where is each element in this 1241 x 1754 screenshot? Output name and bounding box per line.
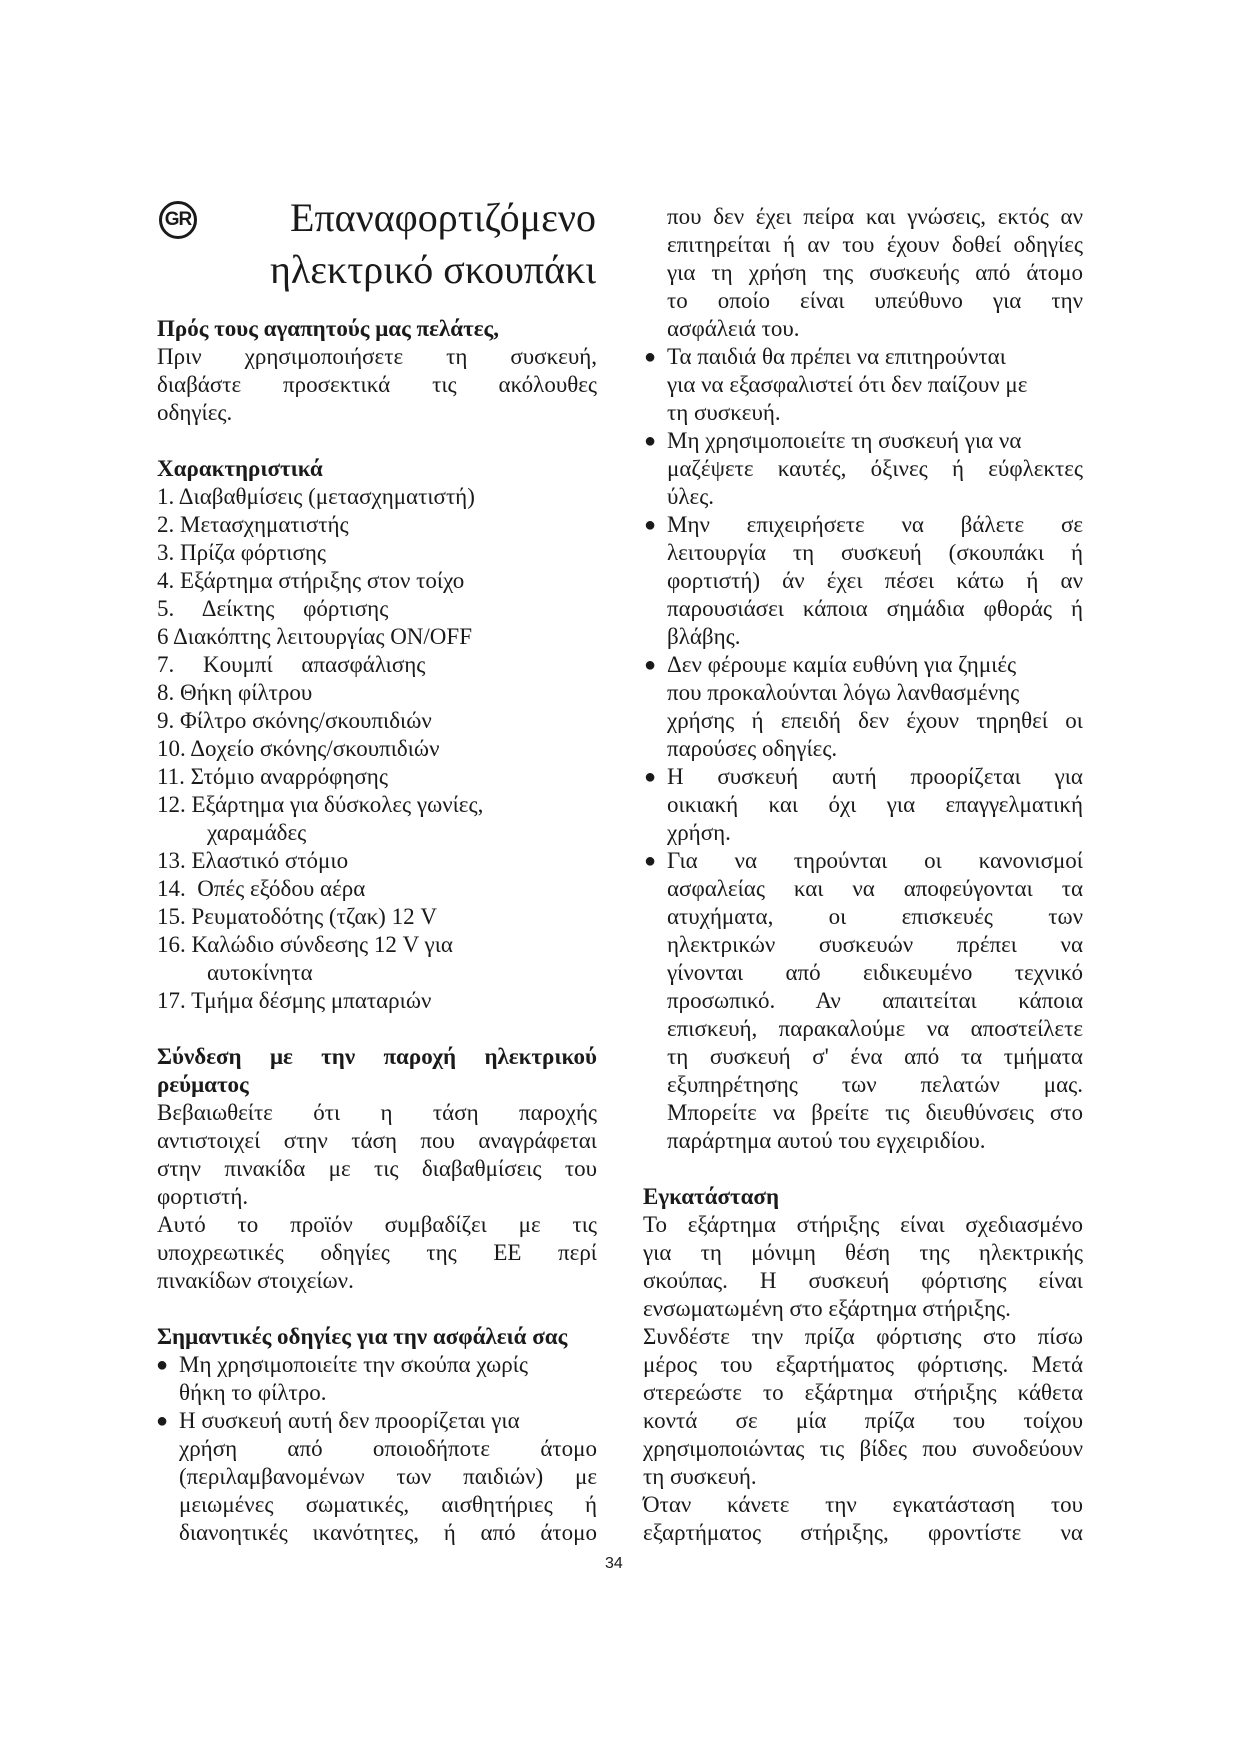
hot-bullet-line: μαζέψετε καυτές, όξινες ή εύφλεκτες (667, 456, 1083, 481)
connection-line: Αυτό το προϊόν συμβαδίζει με τις (157, 1212, 597, 1237)
feature-item: 3. Πρίζα φόρτισης (157, 540, 326, 565)
feature-item-continuation: αυτοκίνητα (207, 960, 313, 985)
safety-bullet-line: θήκη το φίλτρο. (179, 1380, 327, 1405)
install-line: χρησιμοποιώντας τις βίδες που συνοδεύουν (643, 1436, 1083, 1461)
connection-line: Βεβαιωθείτε ότι η τάση παροχής (157, 1100, 597, 1125)
damaged-bullet: ● Μην επιχειρήσετε να βάλετε σε (667, 511, 1083, 539)
install-line: στερεώστε το εξάρτημα στήριξης κάθετα (643, 1380, 1083, 1405)
continuation-line: το οποίο είναι υπεύθυνο για την (667, 288, 1083, 313)
install-line: Το εξάρτημα στήριξης είναι σχεδιασμένο (643, 1212, 1083, 1237)
damaged-bullet-line: παρουσιάσει κάποια σημάδια φθοράς ή (667, 596, 1083, 621)
repairs-bullet-line: προσωπικό. Αν απαιτείται κάποια (667, 988, 1083, 1013)
safety-bullet-line: διανοητικές ικανότητες, ή από άτομο (179, 1520, 597, 1545)
children-bullet-line: για να εξασφαλιστεί ότι δεν παίζουν με (667, 372, 1028, 397)
feature-item: 10. Δοχείο σκόνης/σκουπιδιών (157, 736, 440, 761)
connection-line: φορτιστή. (157, 1184, 249, 1209)
repairs-bullet-line: Μπορείτε να βρείτε τις διευθύνσεις στο (667, 1100, 1083, 1125)
feature-item: 11. Στόμιο αναρρόφησης (157, 764, 388, 789)
liability-bullet-line: παρούσες οδηγίες. (667, 736, 838, 761)
features-heading: Χαρακτηριστικά (157, 456, 323, 481)
safety-bullet: ● Μη χρησιμοποιείτε την σκούπα χωρίς (179, 1351, 528, 1379)
feature-item: 2. Μετασχηματιστής (157, 512, 349, 537)
language-badge: GR (159, 201, 197, 239)
greeting-line: διαβάστε προσεκτικά τις ακόλουθες (157, 372, 597, 397)
repairs-bullet-line: ηλεκτρικών συσκευών πρέπει να (667, 932, 1083, 957)
connection-line: αντιστοιχεί στην τάση που αναγράφεται (157, 1128, 597, 1153)
repairs-bullet-line: γίνονται από ειδικευμένο τεχνικό (667, 960, 1083, 985)
install-line: κοντά σε μία πρίζα του τοίχου (643, 1408, 1083, 1433)
repairs-bullet-line: εξυπηρέτησης των πελατών μας. (667, 1072, 1083, 1097)
install-line: Όταν κάνετε την εγκατάσταση του (643, 1492, 1083, 1517)
install-line: τη συσκευή. (643, 1464, 757, 1489)
damaged-bullet-line: λειτουργία τη συσκευή (σκουπάκι ή (667, 540, 1083, 565)
liability-bullet: ● Δεν φέρουμε καμία ευθύνη για ζημιές (667, 651, 1016, 679)
connection-line: στην πινακίδα με τις διαβαθμίσεις του (157, 1156, 597, 1181)
greeting-heading: Πρός τους αγαπητούς μας πελάτες, (157, 316, 500, 341)
install-line: εξαρτήματος στήριξης, φροντίστε να (643, 1520, 1083, 1545)
feature-item: 1. Διαβαθμίσεις (μετασχηματιστή) (157, 484, 475, 509)
feature-item: 9. Φίλτρο σκόνης/σκουπιδιών (157, 708, 432, 733)
hot-bullet-line: ύλες. (667, 484, 715, 509)
feature-item: 12. Εξάρτημα για δύσκολες γωνίες, (157, 792, 484, 817)
safety-bullet-line: χρήση από οποιοδήποτε άτομο (179, 1436, 597, 1461)
feature-item: 16. Καλώδιο σύνδεσης 12 V για (157, 932, 453, 957)
damaged-bullet-line: φορτιστή) άν έχει πέσει κάτω ή αν (667, 568, 1083, 593)
feature-item: 17. Τμήμα δέσμης μπαταριών (157, 988, 432, 1013)
install-line: μέρος του εξαρτήματος φόρτισης. Μετά (643, 1352, 1083, 1377)
feature-item: 7. Κουμπί απασφάλισης (157, 652, 426, 677)
safety-bullet-line: μειωμένες σωματικές, αισθητήριες ή (179, 1492, 597, 1517)
connection-heading: ρεύματος (157, 1072, 249, 1097)
connection-heading: Σύνδεση με την παροχή ηλεκτρικού (157, 1044, 597, 1069)
repairs-bullet-line: παράρτημα αυτού του εγχειριδίου. (667, 1128, 986, 1153)
install-line: Συνδέστε την πρίζα φόρτισης στο πίσω (643, 1324, 1083, 1349)
household-bullet-line: χρήση. (667, 820, 731, 845)
page-number: 34 (605, 1555, 623, 1572)
page-title-line2: ηλεκτρικό σκουπάκι (269, 247, 596, 292)
repairs-bullet-line: ασφαλείας και να αποφεύγονται τα (667, 876, 1083, 901)
continuation-line: για τη χρήση της συσκευής από άτομο (667, 260, 1083, 285)
feature-item: 15. Ρευματοδότης (τζακ) 12 V (157, 904, 437, 929)
household-bullet: ● Η συσκευή αυτή προορίζεται για (667, 763, 1083, 791)
household-bullet-line: οικιακή και όχι για επαγγελματική (667, 792, 1083, 817)
feature-item: 13. Ελαστικό στόμιο (157, 848, 349, 873)
liability-bullet-line: χρήσης ή επειδή δεν έχουν τηρηθεί οι (667, 708, 1083, 733)
feature-item: 8. Θήκη φίλτρου (157, 680, 313, 705)
children-bullet: ● Τα παιδιά θα πρέπει να επιτηρούνται (667, 343, 1006, 371)
hot-bullet: ● Μη χρησιμοποιείτε τη συσκευή για να (667, 427, 1021, 455)
repairs-bullet: ● Για να τηρούνται οι κανονισμοί (667, 847, 1083, 875)
feature-item: 6 Διακόπτης λειτουργίας ON/OFF (157, 624, 473, 649)
continuation-line: που δεν έχει πείρα και γνώσεις, εκτός αν (667, 204, 1083, 229)
connection-line: πινακίδων στοιχείων. (157, 1268, 354, 1293)
feature-item-continuation: χαραμάδες (207, 820, 307, 845)
safety-bullet-line: (περιλαμβανομένων των παιδιών) με (179, 1464, 597, 1489)
repairs-bullet-line: τη συσκευή σ' ένα από τα τμήματα (667, 1044, 1083, 1069)
continuation-line: επιτηρείται ή αν του έχουν δοθεί οδηγίες (667, 232, 1083, 257)
safety-heading: Σημαντικές οδηγίες για την ασφάλειά σας (157, 1324, 568, 1349)
install-line: ενσωματωμένη στο εξάρτημα στήριξης. (643, 1296, 1011, 1321)
install-heading: Εγκατάσταση (643, 1184, 780, 1209)
greeting-line: Πριν χρησιμοποιήσετε τη συσκευή, (157, 344, 597, 369)
damaged-bullet-line: βλάβης. (667, 624, 741, 649)
continuation-line: ασφάλειά του. (667, 316, 800, 341)
children-bullet-line: τη συσκευή. (667, 400, 781, 425)
feature-item: 4. Εξάρτημα στήριξης στον τοίχο (157, 568, 465, 593)
liability-bullet-line: που προκαλούνται λόγω λανθασμένης (667, 680, 1020, 705)
connection-line: υποχρεωτικές οδηγίες της ΕΕ περί (157, 1240, 597, 1265)
greeting-line: οδηγίες. (157, 400, 233, 425)
feature-item: 5. Δείκτης φόρτισης (157, 596, 389, 621)
safety-bullet: ● Η συσκευή αυτή δεν προορίζεται για (179, 1407, 520, 1435)
page-title-line1: Επαναφορτιζόμενο (290, 195, 596, 240)
install-line: για τη μόνιμη θέση της ηλεκτρικής (643, 1240, 1083, 1265)
repairs-bullet-line: επισκευή, παρακαλούμε να αποστείλετε (667, 1016, 1083, 1041)
repairs-bullet-line: ατυχήματα, οι επισκευές των (667, 904, 1083, 929)
feature-item: 14. Οπές εξόδου αέρα (157, 876, 366, 901)
install-line: σκούπας. Η συσκευή φόρτισης είναι (643, 1268, 1083, 1293)
